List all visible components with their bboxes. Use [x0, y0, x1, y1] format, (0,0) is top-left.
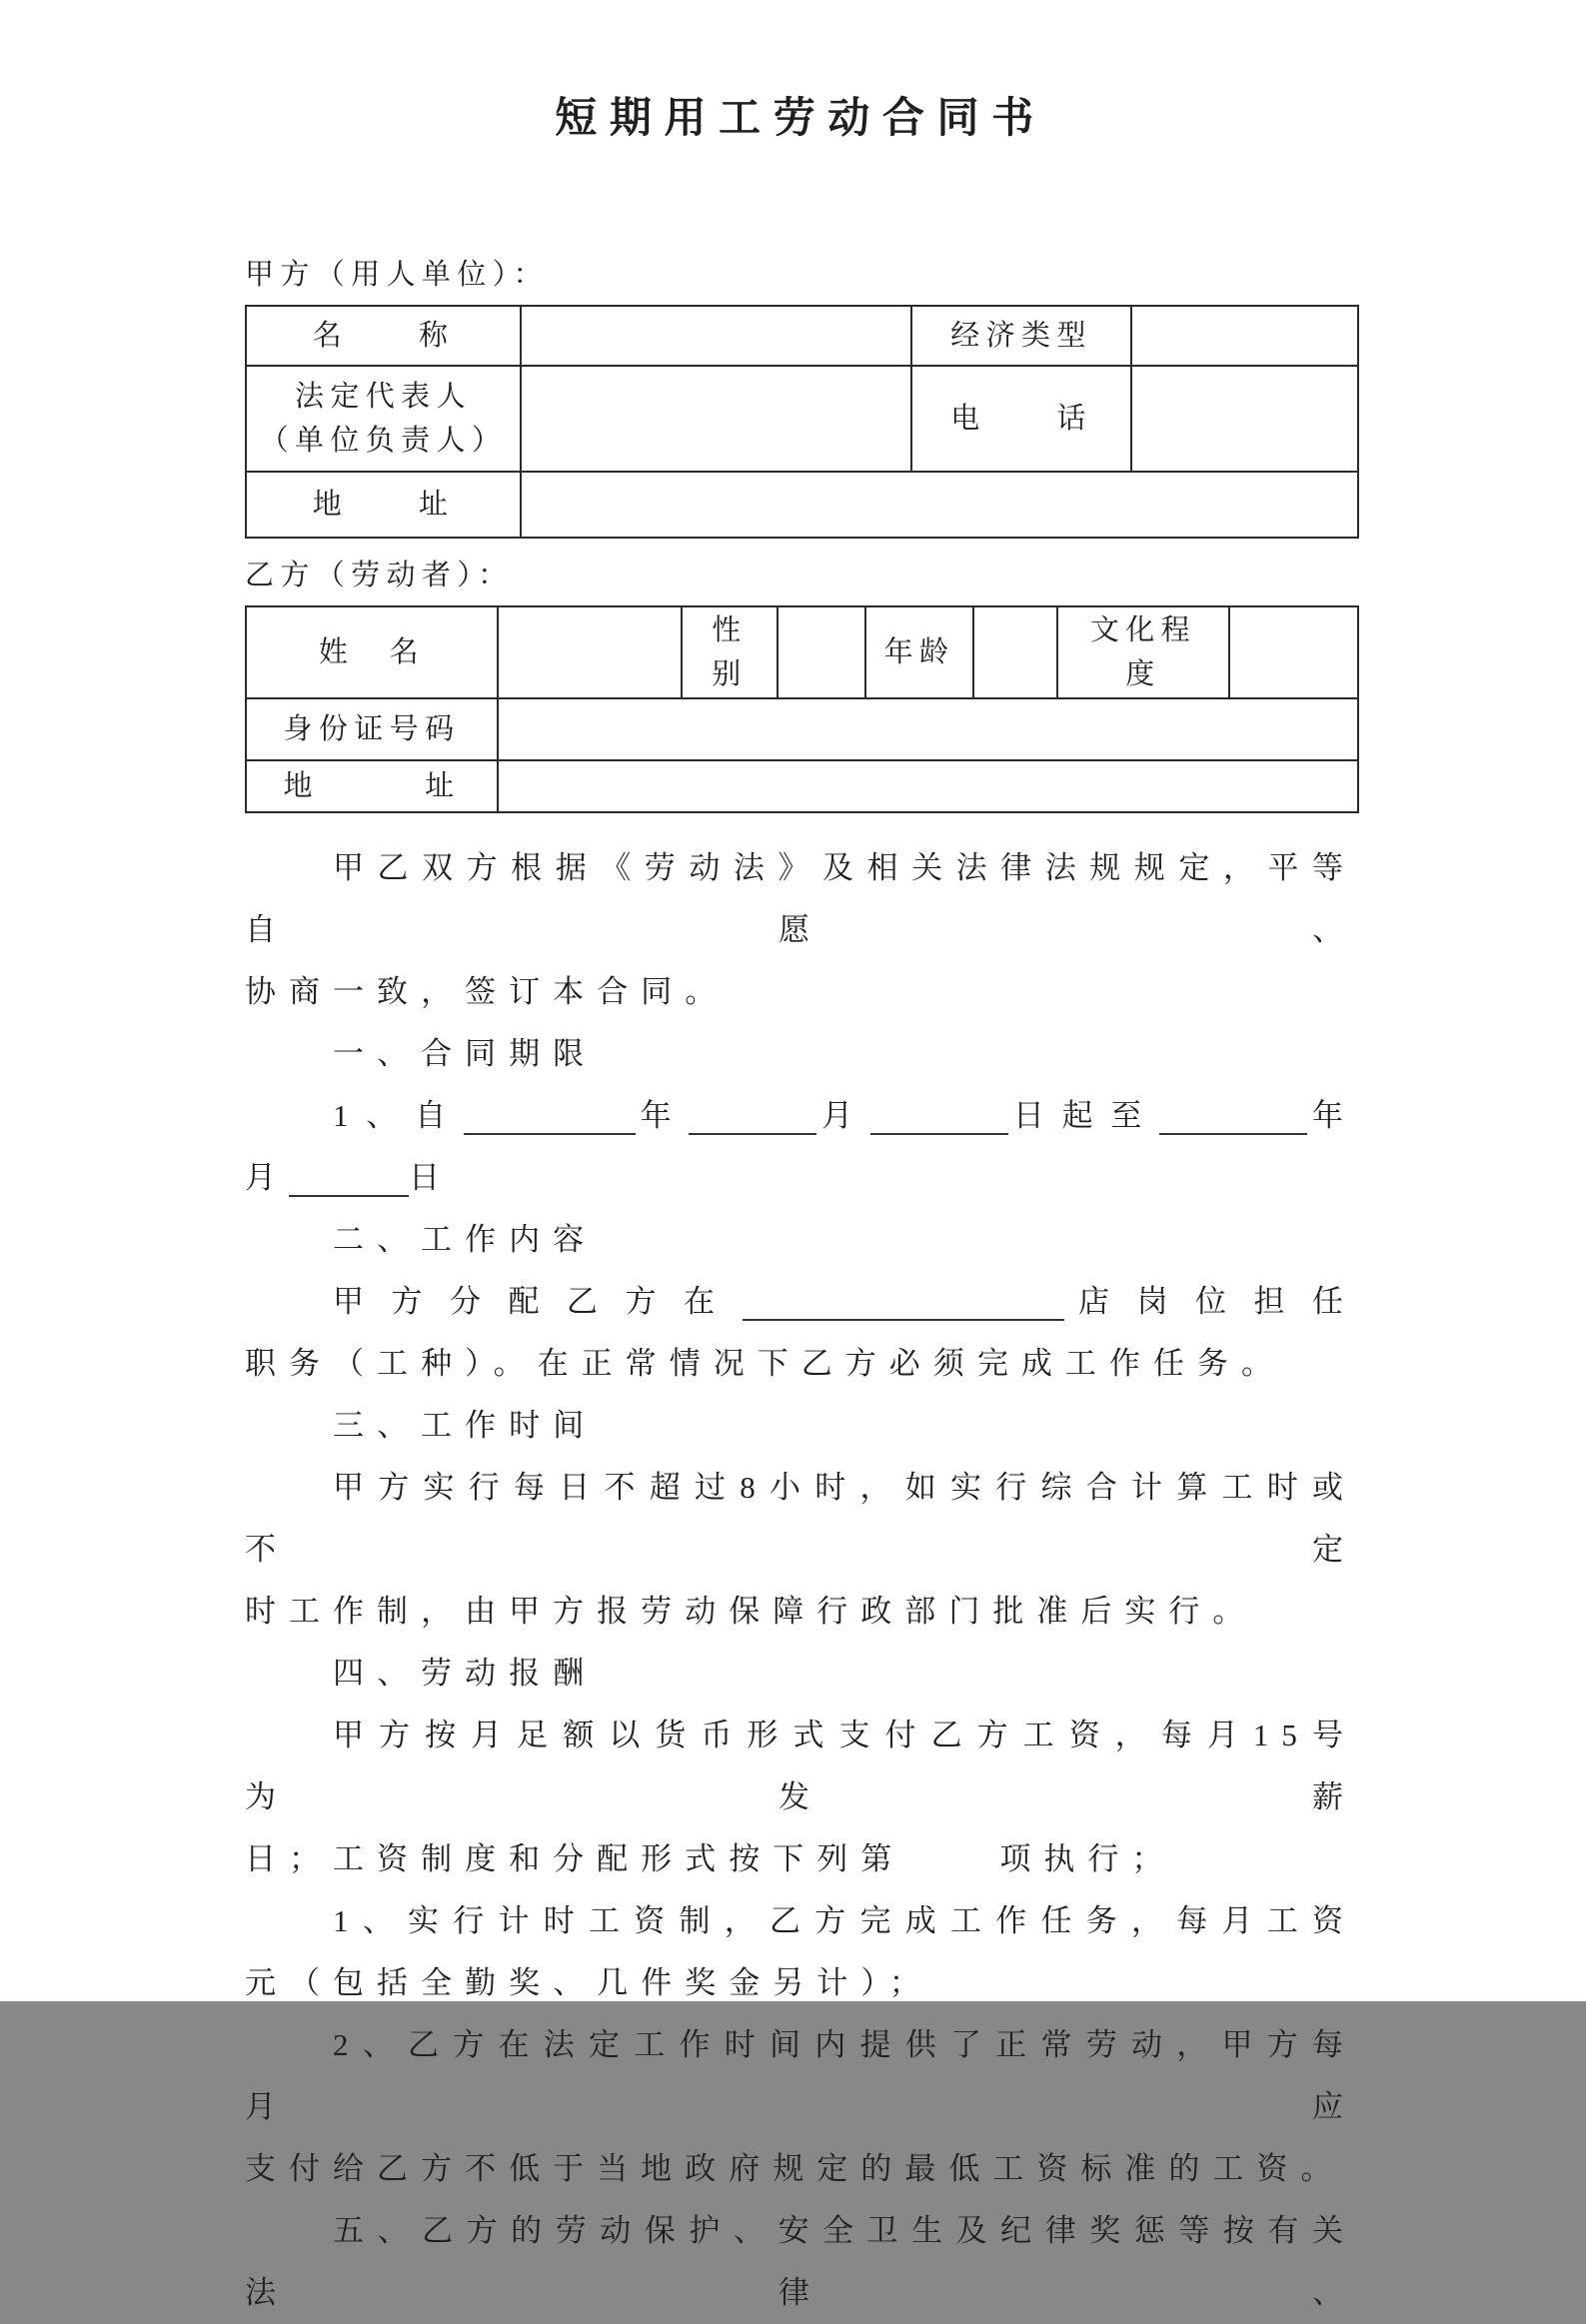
spacer: [245, 539, 1356, 555]
body-line: [245, 1457, 1356, 1581]
text-run: 店岗位担任: [1063, 1284, 1356, 1319]
party-b-id-number-label-cell: 身份证号码: [246, 698, 498, 760]
body-line: [245, 1705, 1356, 1828]
body-line: [245, 1333, 1356, 1395]
body-line: [245, 1395, 1356, 1457]
text-run: 甲乙双方根据《劳动法》及相关法律法规规定，平等自愿、: [245, 850, 1356, 947]
blank-field: [870, 1097, 1008, 1135]
text-run: 一、合同期限: [333, 1036, 598, 1071]
party-b-row-name: [246, 606, 1358, 698]
text-run: 四、劳动报酬: [333, 1656, 598, 1691]
body-line: [245, 1209, 1356, 1271]
text-run: 日；工资制度和分配形式按下列第: [245, 1841, 905, 1876]
body-line: [245, 1952, 1356, 2014]
party-b-name-label-cell: 姓 名: [246, 606, 498, 698]
party-b-gender-label-cell: [682, 606, 778, 698]
text-run: 二、工作内容: [333, 1222, 598, 1257]
text-run: 职务（工种）。在正常情况下乙方必须完成工作任务。: [245, 1346, 1285, 1381]
space-gap: [904, 1867, 999, 1869]
body-line: [245, 1890, 1356, 1952]
party-b-row-id-number: [246, 698, 1358, 760]
party-a-econ-type-value-cell: [1131, 306, 1358, 366]
blank-field: [464, 1097, 636, 1135]
text-run: 1、自: [333, 1098, 464, 1133]
text-run: 三、工作时间: [333, 1408, 598, 1443]
party-b-name-value-cell: [498, 606, 682, 698]
text-run: 2、乙方在法定工作时间内提供了正常劳动，甲方每月应: [245, 2027, 1356, 2124]
gender-label-line1: 性: [712, 614, 748, 646]
party-a-row-name: [246, 306, 1358, 366]
body-line: [245, 2200, 1356, 2324]
party-a-legal-rep-label-cell: [246, 366, 521, 472]
education-label-line2: 度: [1125, 658, 1161, 690]
body-line: [245, 1147, 1356, 1209]
blank-field: [689, 1097, 816, 1135]
text-run: 月: [816, 1098, 871, 1133]
party-b-address-label-cell: 地 址: [246, 760, 498, 812]
text-run: 年: [635, 1098, 690, 1133]
party-a-row-address: [246, 472, 1358, 538]
party-b-address-value-cell: [498, 760, 1358, 812]
party-b-heading: 乙方（劳动者）：: [245, 560, 514, 591]
text-run: 五、乙方的劳动保护、安全卫生及纪律奖惩等按有关法律、: [245, 2213, 1356, 2310]
gender-label-line2: 别: [712, 658, 748, 690]
blank-field: [1159, 1097, 1307, 1135]
party-b-education-label-cell: [1057, 606, 1229, 698]
party-b-table: [245, 605, 1359, 813]
text-run: 日: [409, 1160, 454, 1195]
contract-body: [245, 837, 1356, 2324]
body-line: [245, 961, 1356, 1023]
text-run: 时工作制，由甲方报劳动保障行政部门批准后实行。: [245, 1594, 1257, 1629]
party-a-phone-label-cell: 电 话: [911, 366, 1131, 472]
party-b-age-label-cell: 年龄: [865, 606, 973, 698]
blank-field: [743, 1283, 1064, 1321]
text-run: 项执行；: [999, 1841, 1176, 1876]
body-line: [245, 1271, 1356, 1333]
text-run: 年: [1307, 1098, 1356, 1133]
party-a-name-label-cell: 名 称: [246, 306, 521, 366]
party-b-education-value-cell: [1229, 606, 1358, 698]
text-run: 1、实行计时工资制，乙方完成工作任务，每月工资: [333, 1903, 1356, 1938]
body-line: [245, 1023, 1356, 1085]
party-a-heading: 甲方（用人单位）：: [245, 259, 549, 291]
party-a-phone-value-cell: [1131, 366, 1358, 472]
document-title: 短期用工劳动合同书: [555, 96, 1046, 142]
body-line: [245, 1085, 1356, 1147]
party-b-id-number-value-cell: [498, 698, 1358, 760]
party-b-age-value-cell: [973, 606, 1057, 698]
legal-rep-label-line2: （单位负责人）: [259, 425, 508, 457]
party-a-econ-type-label-cell: 经济类型: [911, 306, 1131, 366]
text-run: 甲方实行每日不超过8小时，如实行综合计算工时或不定: [245, 1470, 1356, 1567]
party-b-row-address: [246, 760, 1358, 812]
text-run: 月: [245, 1160, 290, 1195]
education-label-line1: 文化程: [1089, 614, 1197, 646]
text-run: 协商一致，签订本合同。: [245, 974, 730, 1009]
blank-field: [289, 1159, 409, 1197]
party-b-gender-value-cell: [778, 606, 865, 698]
text-run: 支付给乙方不低于当地政府规定的最低工资标准的工资。: [245, 2151, 1345, 2186]
body-line: [245, 837, 1356, 961]
legal-rep-label-line1: 法定代表人: [295, 381, 472, 413]
party-a-name-value-cell: [521, 306, 911, 366]
party-a-address-value-cell: [521, 472, 1358, 538]
body-line: [245, 2138, 1356, 2200]
text-run: 甲方按月足额以货币形式支付乙方工资，每月15号为发薪: [245, 1718, 1356, 1814]
body-line: [245, 1643, 1356, 1705]
party-a-address-label-cell: 地 址: [246, 472, 521, 538]
party-a-row-legal-rep: [246, 366, 1358, 472]
text-run: 元（包括全勤奖、几件奖金另计）；: [245, 1965, 933, 2000]
body-line: [245, 1828, 1356, 1890]
body-line: [245, 2014, 1356, 2138]
party-a-legal-rep-value-cell: [521, 366, 911, 472]
text-run: 日起至: [1008, 1098, 1160, 1133]
text-run: 甲方分配乙方在: [333, 1284, 743, 1319]
party-a-table: [245, 305, 1359, 539]
body-line: [245, 1581, 1356, 1643]
